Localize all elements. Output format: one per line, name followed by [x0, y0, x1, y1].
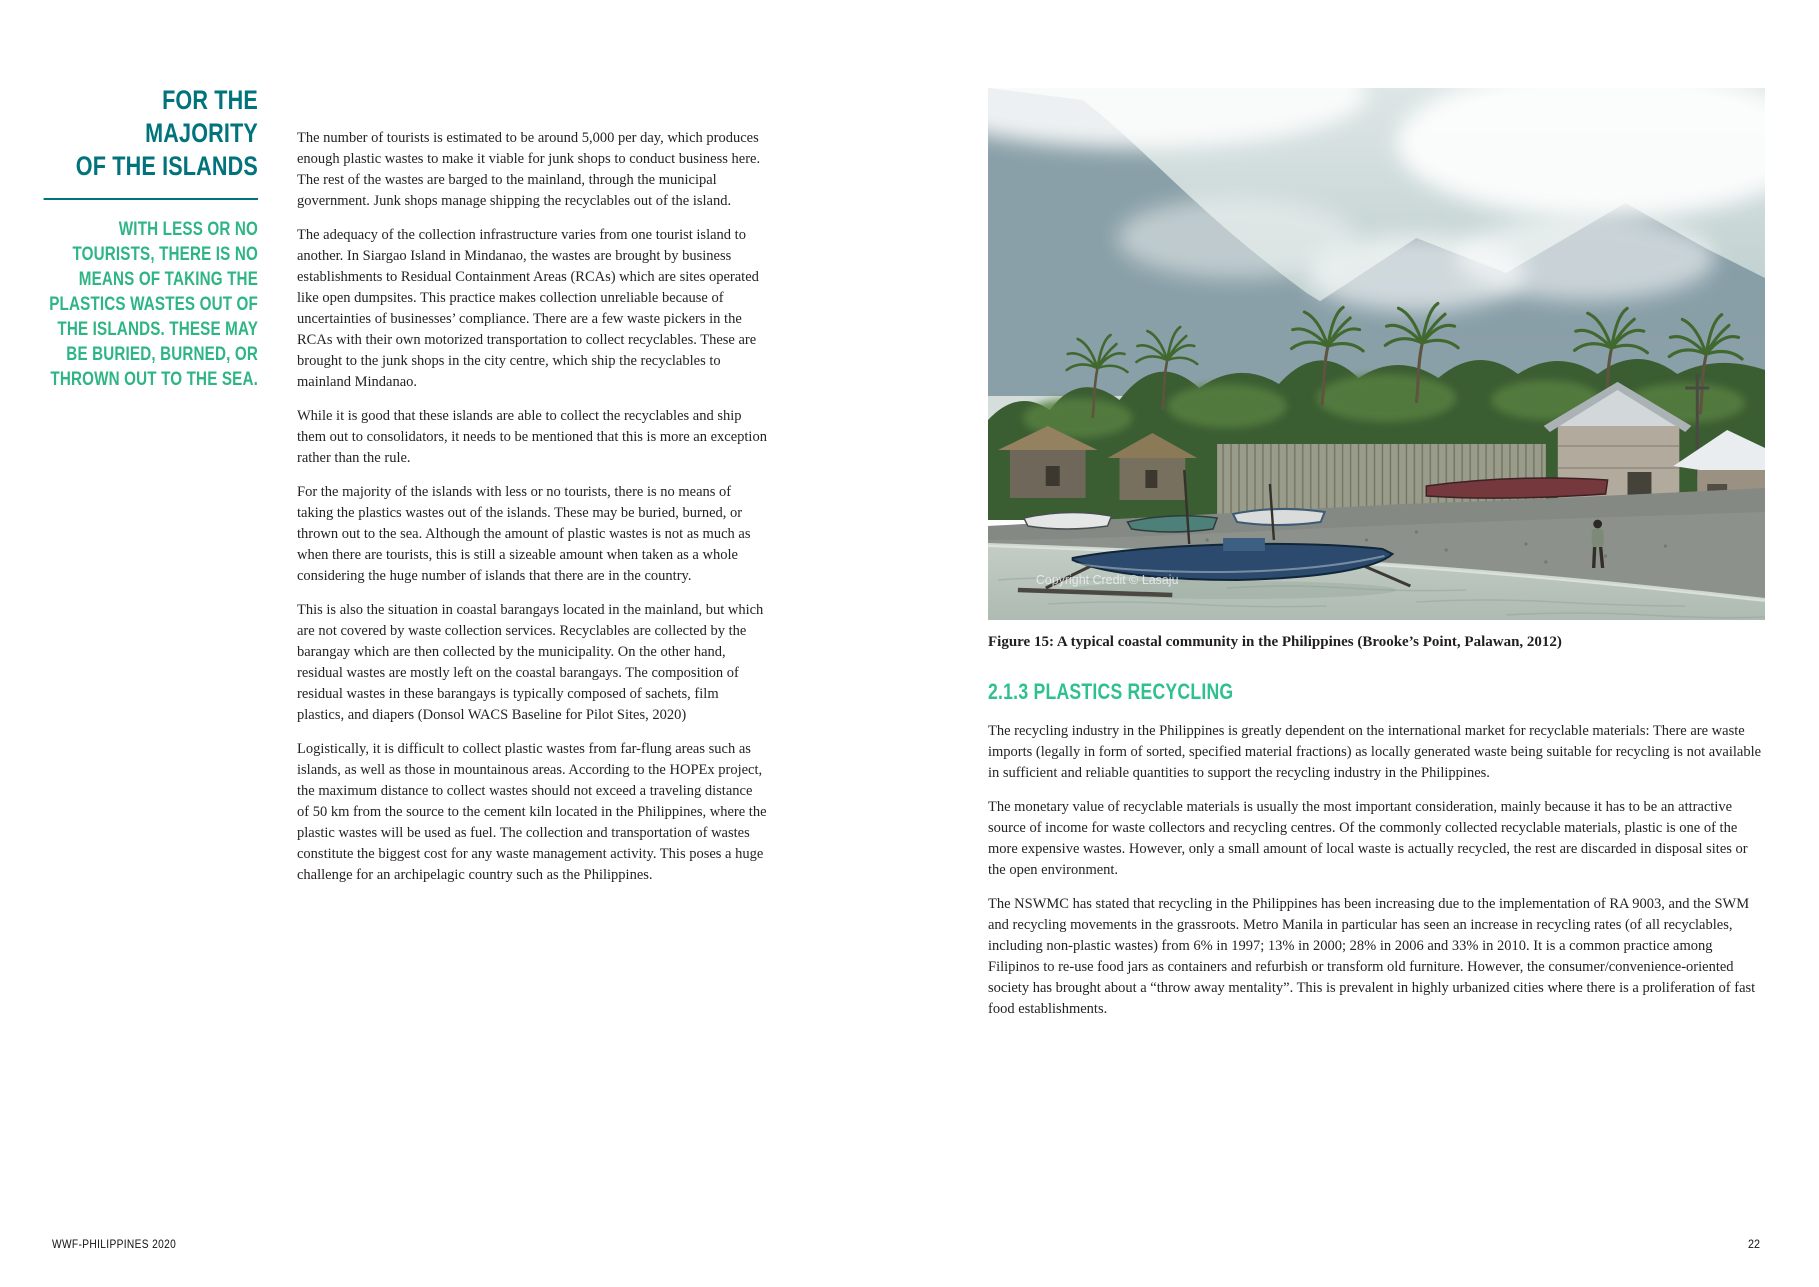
section-heading: 2.1.3 PLASTICS RECYCLING	[988, 679, 1234, 704]
sidebar-title-line2: OF THE ISLANDS	[75, 151, 258, 181]
sidebar-divider	[44, 198, 258, 200]
body-paragraph: While it is good that these islands are able to collect the recyclables and ship them out to consolidators, it needs to be mentioned that this is more an exception rather than the rule.	[297, 408, 767, 466]
sidebar-inner	[44, 84, 258, 392]
body-paragraph: Logistically, it is difficult to collect plastic wastes from far-flung areas such as islands, as well as those in mountainous areas. According to the HOPEx project, the maximum distance to collect wastes should not exceed a traveling distance of 50 km from the source to the cement kiln located in the Philippines, where the plastic wastes will be used as fuel. The collection and transportation of wastes constitute the biggest cost for any waste management activity. This poses a huge challenge for an archipelagic country such as the Philippines.	[297, 741, 767, 883]
photo-watermark: Copyright Credit © Lasaju	[1035, 572, 1179, 588]
body-paragraph: The NSWMC has stated that recycling in the Philippines has been increasing due to the implementation of RA 9003, and the SWM and recycling movements in the grassroots. Metro Manila in particular has seen an increase in recycling rates (of all recyclables, including non-plastic wastes) from 6% in 1997; 13% in 2000; 28% in 2006 and 33% in 2010. It is a common practice among Filipinos to re-use food jars as containers and refurbish or transform old furniture. However, the consumer/convenience-oriented society has brought about a “throw away mentality”. This is prevalent in highly urbanized cities where there is a proliferation of fast food establishments.	[988, 896, 1756, 1017]
sidebar-callout	[44, 84, 258, 392]
coastal-photo	[988, 88, 1765, 620]
sidebar-subtitle: WITH LESS OR NO TOURISTS, THERE IS NO MEANS OF TAKING THE PLASTICS WASTES OUT OF THE ISLANDS. THESE MAY BE BURIED, BURNED, OR THROWN OUT TO THE SEA.	[49, 219, 259, 390]
body-paragraph: The recycling industry in the Philippines is greatly dependent on the international market for recyclable materials: There are waste imports (legally in form of sorted, specified material fractions) as locally generated waste being suitable for recycling is not available in sufficient and reliable quantities to support the recycling industry in the Philippines.	[988, 723, 1762, 781]
sidebar-title	[44, 84, 258, 183]
body-paragraph: The monetary value of recyclable materials is usually the most important consideration, mainly because it has to be an attractive source of income for waste collectors and recycling centres. Of the commonly collected recyclable materials, plastic is one of the more expensive wastes. However, only a small amount of local waste is actually recycled, the rest are discarded in disposal sites or the open environment.	[988, 799, 1748, 878]
left-column	[297, 128, 767, 899]
figure-caption: Figure 15: A typical coastal community in the Philippines (Brooke’s Point, Palawan, 2012)	[988, 634, 1562, 650]
body-paragraph: The adequacy of the collection infrastructure varies from one tourist island to another. In Siargao Island in Mindanao, the wastes are brought by business establishments to Residual Containment Areas (RCAs) which are sites operated like open dumpsites. This practice makes collection unreliable because of uncertainties of businesses’ compliance. There are a few waste pickers in the RCAs with their own motorized transportation to collect recyclables. These are brought to the junk shops in the city centre, which ship the recyclables to mainland Mindanao.	[297, 227, 759, 390]
right-column-text	[988, 721, 1765, 1020]
page-number: 22	[1748, 1237, 1761, 1251]
right-column	[988, 88, 1765, 1033]
footer-brand: WWF-PHILIPPINES 2020	[52, 1237, 177, 1251]
sidebar-title-line1: FOR THE MAJORITY	[145, 85, 258, 148]
body-paragraph: The number of tourists is estimated to be around 5,000 per day, which produces enough plastic wastes to make it viable for junk shops to conduct business here. The rest of the wastes are barged to the mainland, through the municipal government. Junk shops manage shipping the recyclables out of the island.	[297, 130, 761, 209]
body-paragraph: For the majority of the islands with less or no tourists, there is no means of taking the plastics wastes out of the islands. These may be buried, burned, or thrown out to the sea. Although the amount of plastic wastes is not as much as when there are tourists, this is still a sizeable amount when taken as a whole considering the huge number of islands that there are in the country.	[297, 484, 751, 584]
body-paragraph: This is also the situation in coastal barangays located in the mainland, but which are not covered by waste collection services. Recyclables are collected by the barangay which are then collected by the municipality. On the other hand, residual wastes are mostly left on the coastal barangays. The composition of residual wastes in these barangays is typically composed of sachets, film plastics, and diapers (Donsol WACS Baseline for Pilot Sites, 2020)	[297, 602, 764, 723]
